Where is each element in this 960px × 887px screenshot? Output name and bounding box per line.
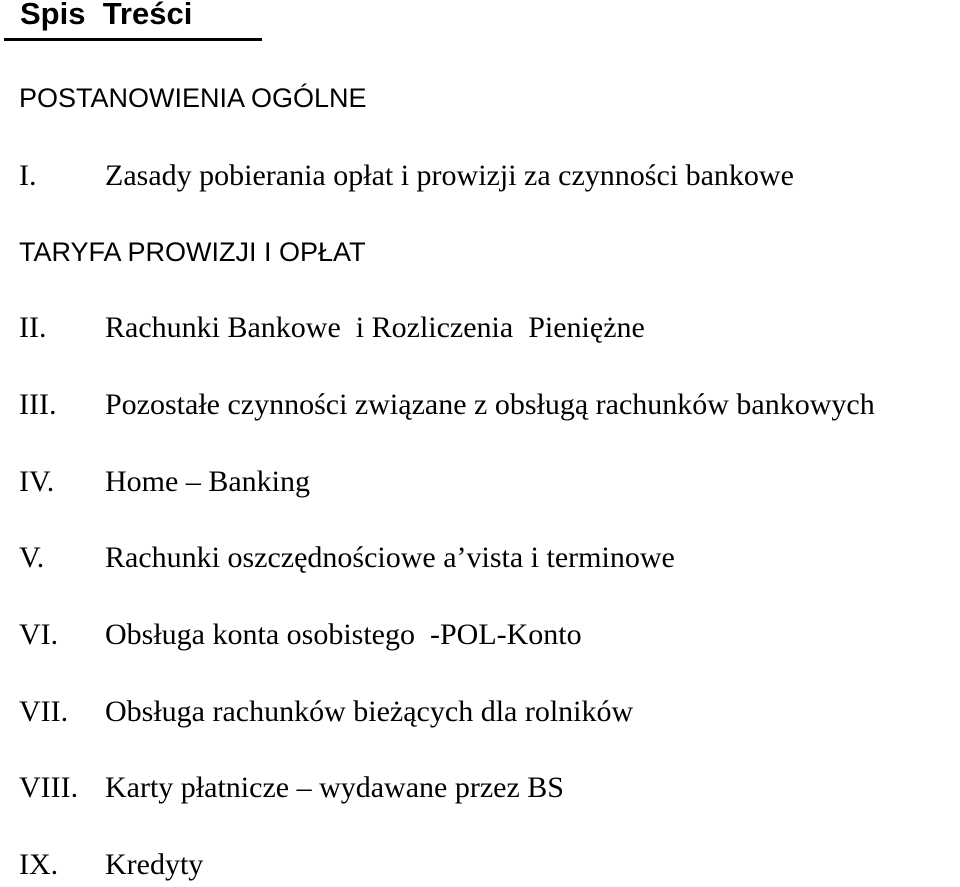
- toc-item-number: VIII.: [19, 771, 79, 804]
- toc-item-1: [19, 159, 794, 193]
- toc-item-text: Karty płatnicze – wydawane przez BS: [105, 771, 564, 804]
- toc-item-number: IV.: [19, 465, 55, 498]
- toc-title: Spis Treści: [20, 0, 193, 31]
- toc-item-number: III.: [19, 388, 57, 421]
- heading-general-provisions: POSTANOWIENIA OGÓLNE: [19, 83, 367, 113]
- toc-item-5: [19, 541, 675, 575]
- toc-item-text: Rachunki oszczędnościowe a’vista i terminowe: [105, 541, 675, 574]
- toc-item-4: [19, 465, 310, 499]
- toc-item-number: IX.: [19, 848, 59, 881]
- toc-item-text: Rachunki Bankowe i Rozliczenia Pieniężne: [105, 311, 645, 344]
- toc-item-text: Home – Banking: [105, 465, 310, 498]
- toc-item-2: [19, 311, 645, 345]
- toc-item-number: VII.: [19, 695, 69, 728]
- toc-item-6: [19, 618, 582, 652]
- toc-item-7: [19, 695, 633, 729]
- toc-item-text: Pozostałe czynności związane z obsługą rachunków bankowych: [105, 388, 875, 421]
- toc-title-underline: [4, 0, 262, 41]
- toc-item-8: [19, 771, 564, 805]
- heading-tariff: TARYFA PROWIZJI I OPŁAT: [19, 237, 366, 267]
- toc-item-text: Zasady pobierania opłat i prowizji za czynności bankowe: [105, 159, 794, 192]
- toc-item-number: V.: [19, 541, 45, 574]
- toc-item-number: I.: [19, 159, 37, 192]
- toc-item-number: II.: [19, 311, 47, 344]
- toc-item-number: VI.: [19, 618, 59, 651]
- toc-item-3: [19, 388, 875, 422]
- toc-item-text: Obsługa rachunków bieżących dla rolników: [105, 695, 634, 728]
- toc-item-9: [19, 848, 203, 882]
- toc-item-text: Obsługa konta osobistego -POL-Konto: [105, 618, 582, 651]
- toc-item-text: Kredyty: [105, 848, 204, 881]
